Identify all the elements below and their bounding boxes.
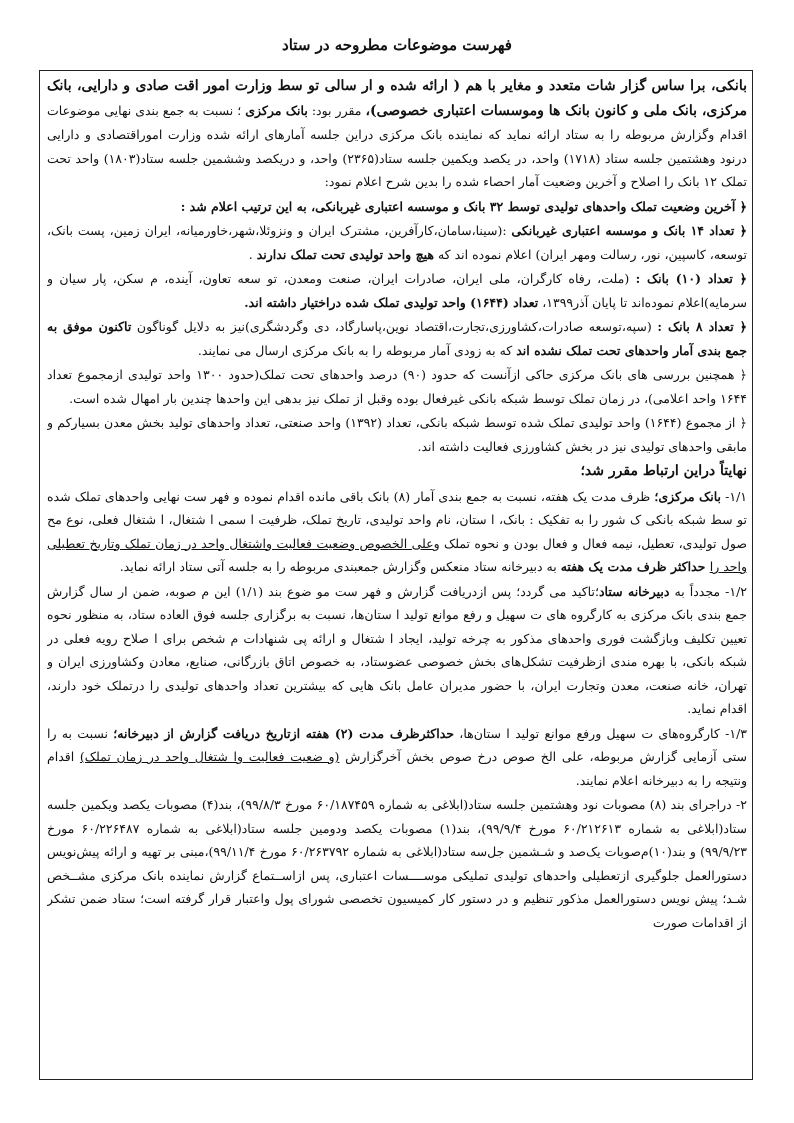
item3-bold: ﴿ تعداد ۸ بانک : [657,319,747,334]
resolution-1-3 [47,722,747,793]
r2-text: ؛تاکید می گردد؛ پس ازدریافت گزارش و فهر ست مو ضوع بند (۱/۱) این م صوبه، ضمن ار سال گزارش جمع بندی بانک مرکزی به کارگروه های ت سهیل و رفع موانع تولید ا ستان‌ها، نسبت به برگزاری جلسه فوق العاده ستاد، به منظور نحوه تعیین تکلیف وبازگشت فوری واحدهای مذکور به چرخه تولید، ایجاد ا شتغال و ارائه پی شنهادات م شخص برای ا صلاح رویه فعلی در شبکه بانکی، با بهره مندی ازظرفیت تشکل‌های بخش خصوصی عضوستاد، به خصوص اتاق بازرگانی، صنایع، معادن وکشاورزی ایران و تهران، خانه صنعت، معدن وتجارت ایران، با حضور مدیران عامل بانک هایی که بیشترین تعداد واحدهای تولیدی را درتملک خود دارند، اقدام نماید. [47,583,747,716]
item1-tail: . [248,246,257,262]
item2-bold: ﴿ تعداد (۱۰) بانک : [635,271,747,286]
intro-text-1: مقرر بود: [307,102,366,118]
r1-num: ۱/۱- [721,488,747,504]
list-item-inactive-units: ﴿ همچنین بررسی های بانک مرکزی حاکی ازآنست که حدود (۹۰) درصد واحدهای تحت تملک(حدود ۱۳۰۰ واحد تولیدی ازمجموع تعداد ۱۶۴۴ واحد اعلامی)، در زمان تملک توسط شبکه بانکی غیرفعال بوده وقبل از تملک نیز بدهی این واحدها چندین بار امهال شده است. [47,367,747,406]
r1-bold-2: حداکثر ظرف مدت یک هفته [560,559,710,574]
list-item-10-banks [47,267,747,314]
r2-num: ۱/۲- مجدداً به [669,583,747,599]
summary-heading-text: ﴿ آخرین وضعیت تملک واحدهای تولیدی توسط ۳۲ بانک و موسسه اعتباری غیربانکی، به این ترتیب اعلام شد : [180,198,747,214]
r3-underline: (و ضعیت فعالیت وا شتغال واحد در زمان تملک) [79,749,340,764]
list-item-total-units: ﴿ از مجموع (۱۶۴۴) واحد تولیدی تملک شده توسط شبکه بانکی، تعداد (۱۳۹۲) واحد صنعتی، تعداد واحدهای تولید بخش معدن بسیارکم و مابقی واحدهای تولیدی نیز در بخش کشاورزی فعالیت داشته اند. [47,415,747,454]
item3-bold-2: تاکنون موفق به جمع بندی آمار واحدهای تحت تملک نشده اند [47,319,747,358]
item2-bold-2: تعداد (۱۶۴۴) واحد تولیدی تملک شده دراختیار داشته اند. [244,294,539,310]
list-item-8-banks [47,315,747,362]
r3-text: کارگروه‌های ت سهیل ورفع موانع تولید ا ستان‌ها، [454,725,720,741]
final-heading [47,459,747,484]
item3-tail: که به زودی آمار مربوطه را به بانک مرکزی ارسال می نمایند. [197,342,517,358]
document-body [47,74,747,1074]
r1-tail: به دبیرخانه ستاد منعکس وگزارش جمعبندی مربوطه را به جلسه آتی ستاد ارائه نماید. [119,559,561,574]
r3-text-2: نسبت به را ستی آزمایی گزارش مربوطه، علی الخ صوص درخ صوص بخش آخرگزارش [47,725,747,764]
item-2-regulation: ۲- دراجرای بند (۸) مصوبات نود وهشتمین جلسه ستاد(ابلاغی به شماره ۶۰/۱۸۷۴۵۹ مورخ ۹۹/۸/۳)، بند(۴) مصوبات یکصد ویکمین جلسه ستاد(ابلاغی به شماره ۶۰/۲۱۲۶۱۳ مورخ ۹۹/۹/۴)، بند(۱) مصوبات یکصد ودومین جلسه ستاد(ابلاغی به شماره ۶۰/۲۲۶۴۸۷ مورخ ۹۹/۹/۲۳) و بند(۱۰)م‌صوبات یک‌صد و شـشمین جل‌سه ستاد(ابلاغی به شماره ۶۰/۲۶۳۷۹۲ مورخ ۹۹/۱۱/۴)،مبنی بر تهیه و ارائه پیش‌نویس دستورالعمل جلوگیری ازتعطیلی واحدهای تولیدی تملیکی موســــسات اعتباری، پس ازاســتماع گزارش نماینده بانک مرکزی مشــخص شـد؛ پیش نویس دستورالعمل مذکور تنظیم و در دستور کار کمیسیون تخصصی شورای پول واعتبار قرار گرفته است؛ ستاد ضمن تشکر از اقدامات صورت [47,797,747,930]
intro-paragraph [47,74,747,194]
r3-tail: اقدام ونتیجه را به دبیرخانه اعلام نمایند. [47,749,747,788]
intro-text-2: ؛ نسبت به جمع بندی نهایی موضوعات اقدام وگزارش مربوطه را به ستاد ارائه نماید که نماینده بانک مرکزی دراین جلسه آمارهای ارائه شده وزارت اموراقتصادی و دارایی درنود وهشتمین جلسه ستاد (۱۷۱۸) واحد، در یکصد ویکمین جلسه ستاد(۲۳۶۵) واحد، و دریکصد وششمین جلسه ستاد(۱۸۰۳) واحد تحت تملک ۱۲ بانک را اصلاح و آخرین وضعیت آمار احصاء شده را بدین شرح اعلام نمود: [47,102,747,189]
r1-underline: علی الخصوص وضعیت فعالیت واشتغال واحد در زمان تملک وتاریخ تعطیلی واحد را [47,535,747,574]
resolution-1-2 [47,580,747,721]
item1-text: :(سینا،سامان،کارآفرین، مشترک ایران و ونزوئلا،شهر،خاورمیانه، ایران زمین، پست بانک، توسعه، کاسپین، نور، رسالت ومهر ایران) اعلام نموده اند که [47,223,747,262]
page-title: فهرست موضوعات مطروحه در ستاد [282,36,512,54]
r1-text: ظرف مدت یک هفته، نسبت به جمع بندی آمار (۸) بانک باقی مانده اقدام نموده و فهر ست نهایی واحدهای تملک شده تو سط شبکه بانکی ک شور را به تفکیک : بانک، ا ستان، نام واحد تولیدی، تاریخ تملک، ظرفیت ا سمی ا شتغال، ا شتغال فعلی، نوع مح صول تولیدی، تعطیل، نیمه فعال و فعال بودن و نحوه تملک و [47,488,747,551]
intro-heading: بانکی، برا ساس گزار شات متعدد و مغایر با هم ( ارائه شده و ار سالی تو سط وزارت امور اقت صادی و دارایی، بانک مرکزی، بانک ملی و کانون بانک ها وموسسات اعتباری خصوصی)، [47,78,747,119]
item1-bold: ﴿ تعداد ۱۴ بانک و موسسه اعتباری غیربانکی [511,223,747,238]
item1-bold-2: هیچ واحد تولیدی تحت تملک ندارند [256,246,434,262]
r3-num: ۱/۳- [719,725,747,741]
r1-bold: بانک مرکزی؛ [654,488,721,504]
resolution-1-1 [47,485,747,579]
item2-text: (ملت، رفاه کارگران، ملی ایران، صادرات ایران، صنعت ومعدن، تو سعه تعاون، آینده، م سکن، پار سیان و سرمایه)اعلام نموده‌اند تا پایان آذر۱۳۹۹، [47,271,747,310]
intro-bold-central-bank: بانک مرکزی [245,102,308,118]
final-heading-text: نهایتاً دراین ارتباط مقرر شد؛ [580,463,747,479]
item3-text: (سپه،توسعه صادرات،کشاورزی،تجارت،اقتصاد نوین،پاسارگاد، دی وگردشگری)نیز به دلایل گوناگون [131,319,658,334]
list-item-14-banks [47,219,747,266]
r3-bold: حداکثرظرف مدت (۲) هفته ازتاریخ دریافت گزارش از دبیرخانه؛ [113,725,454,741]
summary-heading [47,195,747,219]
r2-bold: دبیرخانه ستاد [598,583,670,599]
